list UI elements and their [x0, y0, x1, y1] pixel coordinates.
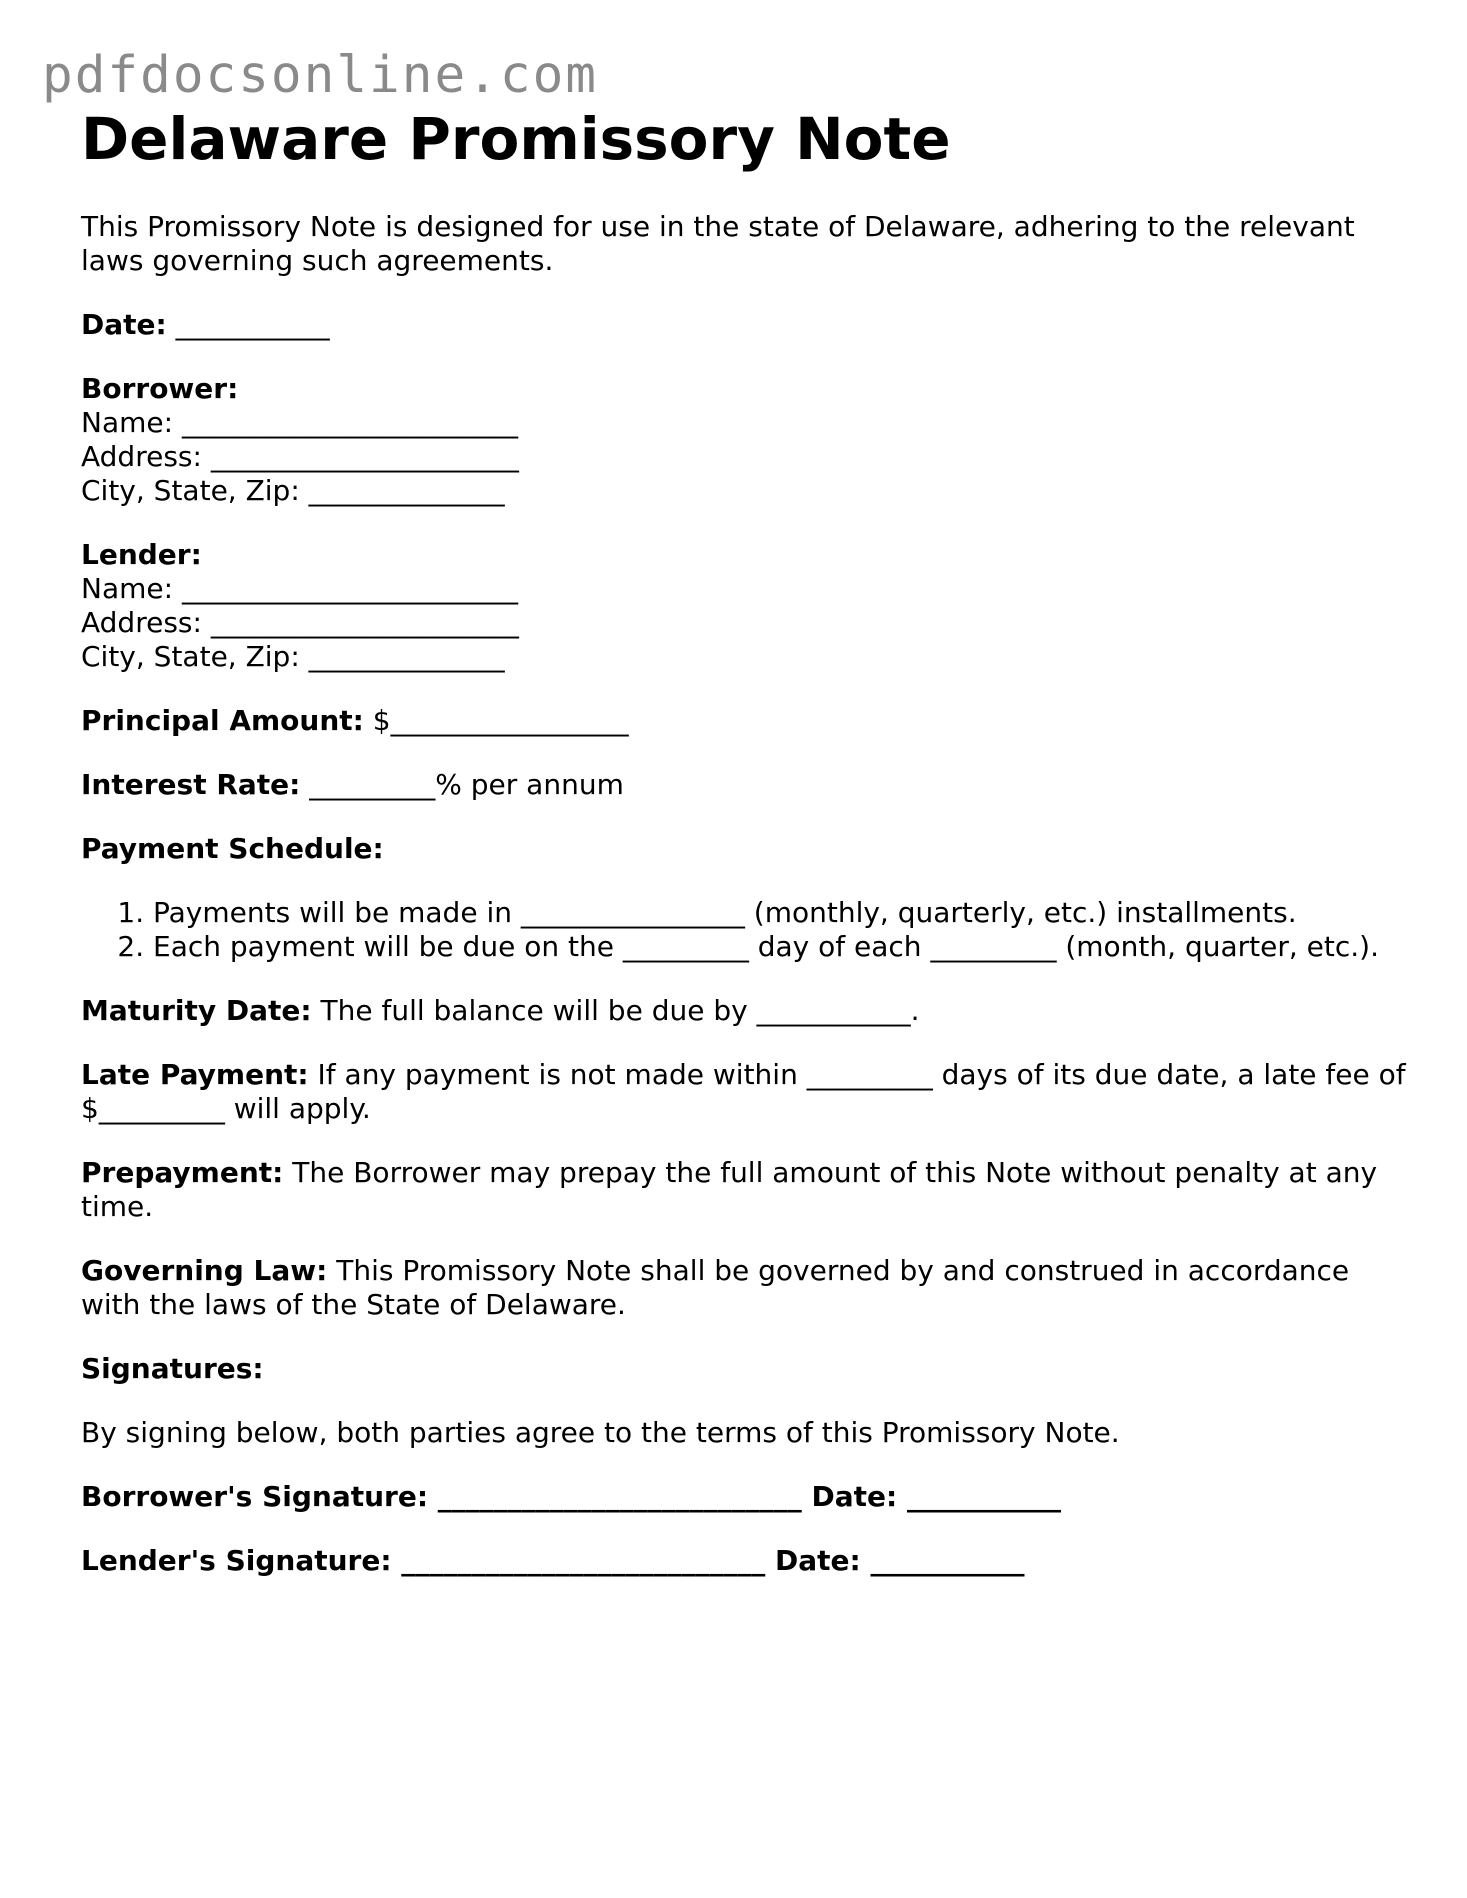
lender-address-field: Address: ______________________ [81, 606, 519, 639]
lender-heading: Lender: [81, 538, 202, 571]
signatures-statement: By signing below, both parties agree to the terms of this Promissory Note. [81, 1416, 1120, 1449]
late-label: Late Payment: [81, 1058, 309, 1091]
borrower-name-field: Name: ________________________ [81, 406, 518, 439]
lender-city-field: City, State, Zip: ______________ [81, 640, 505, 673]
signatures-heading: Signatures: [81, 1352, 264, 1385]
prepayment-clause [81, 1156, 1411, 1224]
governing-law-clause [81, 1254, 1411, 1322]
payment-schedule-heading: Payment Schedule: [81, 832, 384, 865]
interest-blank: _________% per annum [309, 768, 624, 801]
interest-rate-field [81, 768, 1411, 802]
governing-label: Governing Law: [81, 1254, 328, 1287]
principal-label: Principal Amount: [81, 704, 364, 737]
payment-schedule-list [81, 896, 1411, 964]
date-field [81, 308, 1411, 342]
interest-label: Interest Rate: [81, 768, 301, 801]
date-label: Date: [81, 308, 167, 341]
page-title: Delaware Promissory Note [81, 105, 951, 173]
maturity-label: Maturity Date: [81, 994, 312, 1027]
lender-signature-line: Lender's Signature: __________________________ Date: ___________ [81, 1544, 1025, 1577]
late-text: If any payment is not made within _________ days of its due date, a late fee of $_________ will apply. [81, 1058, 1406, 1125]
intro-paragraph: This Promissory Note is designed for use in the state of Delaware, adhering to the relevant laws governing such agreements. [81, 210, 1355, 277]
maturity-date-clause [81, 994, 1411, 1028]
principal-amount-field [81, 704, 1411, 738]
date-blank: ___________ [175, 308, 330, 341]
late-payment-clause [81, 1058, 1411, 1126]
lender-section [81, 538, 1411, 674]
borrower-signature-line: Borrower's Signature: __________________________ Date: ___________ [81, 1480, 1061, 1513]
borrower-address-field: Address: ______________________ [81, 440, 519, 473]
watermark: pdfdocsonline.com [42, 46, 598, 105]
lender-name-field: Name: ________________________ [81, 572, 518, 605]
borrower-heading: Borrower: [81, 372, 239, 405]
list-item: 2. Each payment will be due on the _________ day of each _________ (month, quarter, etc.). [153, 930, 1411, 964]
governing-text: This Promissory Note shall be governed by and construed in accordance with the laws of the State of Delaware. [81, 1254, 1350, 1321]
maturity-text: The full balance will be due by ___________. [320, 994, 920, 1027]
prepayment-text: The Borrower may prepay the full amount of this Note without penalty at any time. [81, 1156, 1378, 1223]
document-body [81, 104, 1411, 1578]
list-item: 1. Payments will be made in ________________ (monthly, quarterly, etc.) installments. [153, 896, 1411, 930]
principal-blank: $_________________ [372, 704, 629, 737]
prepayment-label: Prepayment: [81, 1156, 284, 1189]
borrower-section [81, 372, 1411, 508]
borrower-city-field: City, State, Zip: ______________ [81, 474, 505, 507]
